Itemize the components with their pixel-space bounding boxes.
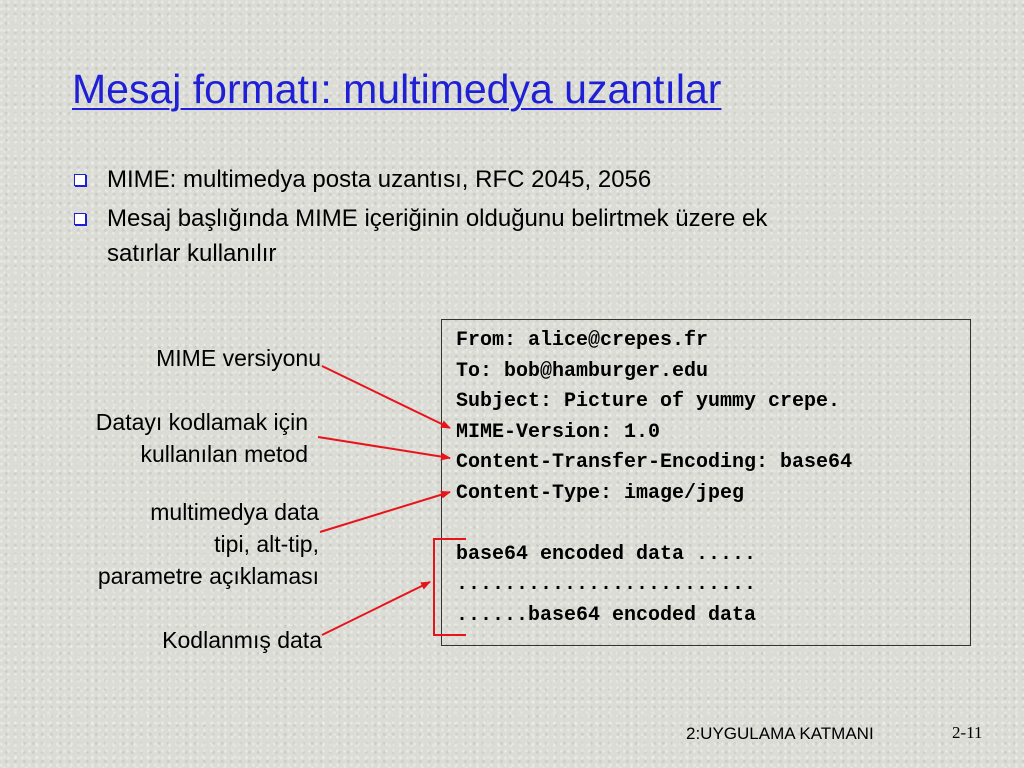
label-line: Datayı kodlamak için — [95, 409, 308, 435]
label-line: parametre açıklaması — [97, 563, 319, 589]
header-to: To: bob@hamburger.edu — [456, 359, 709, 383]
header-from: From: alice@crepes.fr — [456, 329, 709, 352]
label-content-type — [98, 496, 319, 592]
label-line: tipi, alt-tip, — [214, 531, 319, 557]
header-content-type: Content-Type: image/jpeg — [456, 481, 745, 505]
bullet-item — [72, 162, 827, 197]
header-transfer-encoding: Content-Transfer-Encoding: base64 — [456, 451, 853, 474]
label-mime-version: MIME versiyonu — [156, 345, 321, 371]
bullet-list — [72, 162, 827, 271]
bullet-text: Mesaj başlığında MIME içeriğinin olduğunu belirtmek üzere ek satırlar kullanılır — [107, 205, 768, 267]
footer-section: 2:UYGULAMA KATMANI — [686, 724, 874, 743]
body-line: base64 encoded data ..... — [456, 542, 757, 566]
square-bullet-icon — [74, 213, 86, 225]
bullet-item — [72, 201, 827, 271]
header-subject: Subject: Picture of yummy crepe. — [456, 390, 841, 413]
arrow-content-type — [320, 492, 450, 532]
footer-page-number: 2-11 — [952, 723, 983, 742]
label-line: multimedya data — [150, 499, 319, 525]
label-encoding-method — [96, 406, 308, 470]
body-line: ......base64 encoded data — [456, 603, 757, 627]
header-mime-version: MIME-Version: 1.0 — [456, 420, 661, 444]
message-separator — [456, 509, 970, 540]
label-encoded-data: Kodlanmış data — [162, 627, 322, 653]
square-bullet-icon — [74, 174, 86, 186]
slide-title: Mesaj formatı: multimedya uzantılar — [72, 66, 722, 112]
bullet-text: MIME: multimedya posta uzantısı, RFC 2045, 2056 — [107, 166, 652, 193]
arrow-encoded-data — [322, 582, 430, 635]
label-line: kullanılan metod — [140, 441, 308, 467]
arrow-mime-version — [322, 366, 450, 428]
mime-message-box — [441, 319, 971, 646]
body-line: ......................... — [456, 573, 757, 596]
arrow-encoding — [318, 437, 450, 458]
